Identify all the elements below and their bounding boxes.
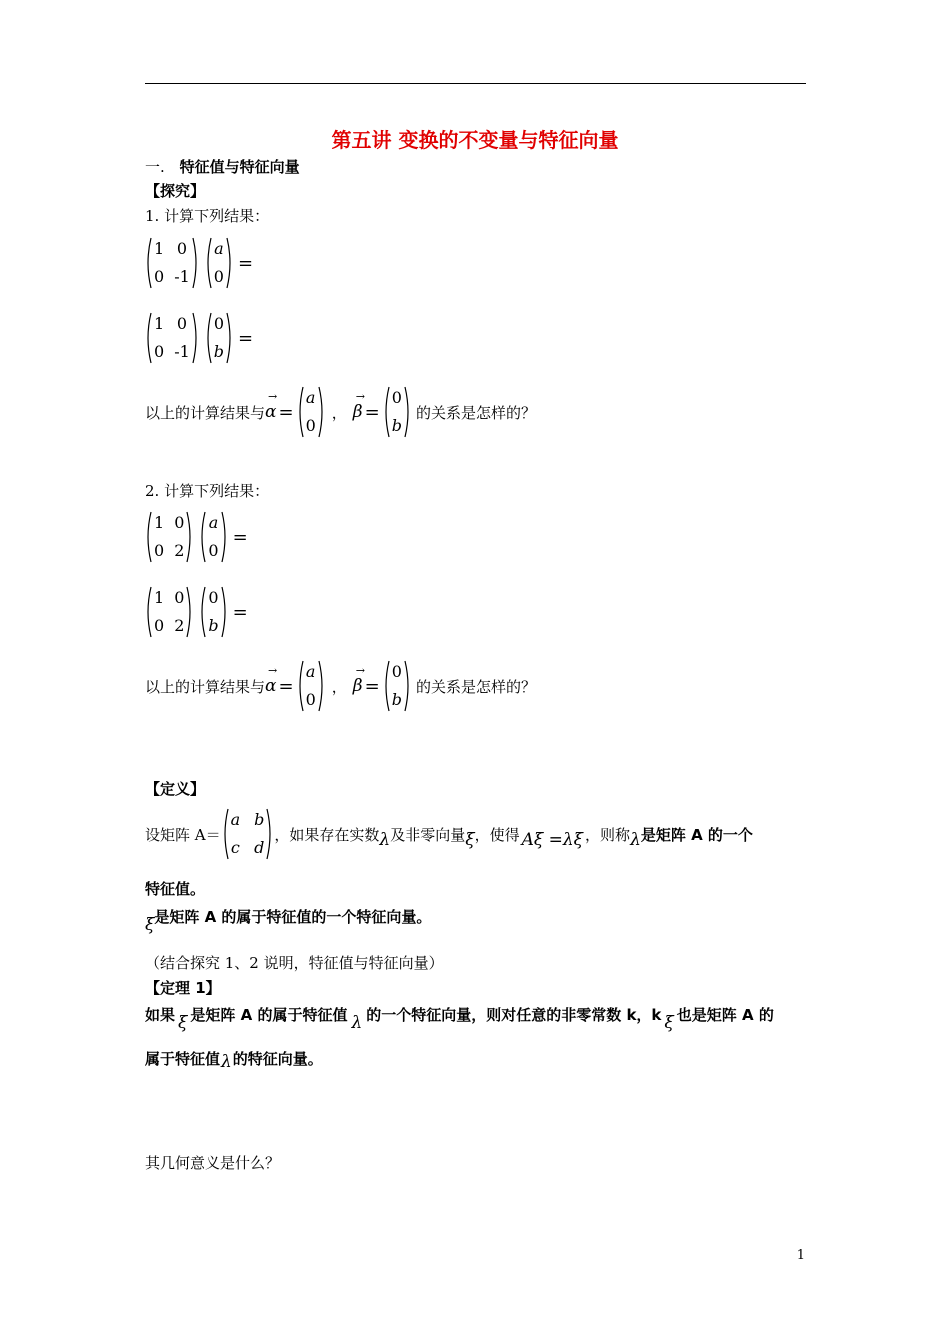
comma: ， <box>331 677 347 696</box>
question-2: 2. 计算下列结果： <box>145 482 270 500</box>
matrix-cell: 0 <box>154 541 165 560</box>
definition-text: ，使得 <box>474 825 520 844</box>
vector-cell: 0 <box>213 314 224 333</box>
matrix-cell: 0 <box>174 513 185 532</box>
equals-sign: = <box>238 327 254 349</box>
matrix-1b <box>144 312 253 364</box>
equals-sign: = <box>232 526 248 548</box>
alpha-vector: → α <box>265 390 278 422</box>
question-1: 1. 计算下列结果： <box>145 207 270 225</box>
theorem-text: 也是矩阵 A 的 <box>676 1006 774 1024</box>
section-number: 一. <box>145 158 165 176</box>
theorem-text: 是矩阵 A 的属于特征值 <box>190 1006 348 1024</box>
comma: ， <box>331 403 347 422</box>
matrix-cell: 1 <box>154 513 165 532</box>
relation-text: 以上的计算结果与 <box>145 677 266 696</box>
vector-cell: b <box>208 616 219 635</box>
matrix-cell: 0 <box>174 588 185 607</box>
matrix-2a <box>144 511 248 563</box>
matrix-2b <box>144 586 248 638</box>
definition-text: ，则称 <box>585 825 631 844</box>
matrix-cell: 0 <box>176 239 188 258</box>
matrix-cell: -1 <box>174 267 190 286</box>
beta-symbol: β <box>352 676 363 696</box>
matrix-1a <box>144 237 253 289</box>
definition-note: （结合探究 1、2 说明，特征值与特征向量） <box>145 954 444 972</box>
vector-cell: a <box>305 388 316 407</box>
xi-symbol: ξ <box>465 830 475 850</box>
matrix-cell: 0 <box>176 314 188 333</box>
vector-cell: 0 <box>213 267 224 286</box>
matrix-cell: b <box>254 810 265 829</box>
beta-vector: → β <box>352 390 366 422</box>
definition-text-bold: 特征值。 <box>145 880 206 898</box>
matrix-cell: 1 <box>154 588 165 607</box>
lambda-symbol: λ <box>221 1051 232 1072</box>
relation-line-1 <box>145 386 536 438</box>
explore-tag: 【探究】 <box>145 182 206 200</box>
definition-text-bold: 是矩阵 A 的属于特征值的一个特征向量。 <box>154 908 432 926</box>
equals-sign: = <box>237 252 254 274</box>
theorem-text: 的特征向量。 <box>232 1050 323 1068</box>
theorem-tag: 【定理 1】 <box>145 979 221 997</box>
eigenvector-def <box>145 906 432 935</box>
vector-cell: 0 <box>391 662 402 681</box>
definition-tag: 【定义】 <box>145 780 206 798</box>
matrix-cell: -1 <box>174 342 190 361</box>
matrix-cell: a <box>230 810 241 829</box>
matrix-cell: 1 <box>154 239 165 258</box>
theorem-text: 属于特征值 <box>145 1050 221 1068</box>
theorem-line-2 <box>145 1048 323 1072</box>
matrix-cell: d <box>254 838 265 857</box>
eigen-formula: Aξ =λξ <box>521 830 584 850</box>
matrix-cell: 1 <box>154 314 165 333</box>
equals-sign: = <box>278 401 294 423</box>
matrix-cell: c <box>230 838 240 857</box>
relation-text: 的关系是怎样的？ <box>415 403 536 422</box>
matrix-cell: 2 <box>174 541 185 560</box>
matrix-cell: 2 <box>174 616 185 635</box>
theorem-text: 的一个特征向量，则对任意的非零常数 k，k <box>366 1006 662 1024</box>
xi-symbol: ξ <box>145 914 155 935</box>
vector-cell: b <box>391 690 402 709</box>
xi-symbol: ξ <box>178 1012 188 1033</box>
vector-cell: b <box>213 342 225 361</box>
definition-text: 设矩阵 A＝ <box>145 825 221 844</box>
alpha-symbol: α <box>265 402 277 422</box>
equals-sign: = <box>364 675 380 697</box>
equals-sign: = <box>278 675 294 697</box>
relation-text: 的关系是怎样的？ <box>415 677 536 696</box>
page-number: 1 <box>796 1248 805 1263</box>
lambda-symbol: λ <box>379 830 391 850</box>
equals-sign: = <box>364 401 380 423</box>
alpha-symbol: α <box>265 676 277 696</box>
lambda-symbol: λ <box>630 830 641 850</box>
xi-symbol: ξ <box>664 1012 674 1033</box>
alpha-vector: → α <box>265 664 278 696</box>
definition-line <box>145 808 753 860</box>
geometric-question: 其几何意义是什么？ <box>145 1154 281 1172</box>
definition-text: 及非零向量 <box>390 825 466 844</box>
relation-text: 以上的计算结果与 <box>145 403 266 422</box>
header-rule <box>145 83 806 84</box>
equals-sign: = <box>232 601 248 623</box>
vector-cell: a <box>305 662 316 681</box>
vector-cell: 0 <box>305 416 316 435</box>
beta-vector: → β <box>352 664 366 696</box>
definition-text: ，如果存在实数 <box>274 825 380 844</box>
relation-line-2 <box>145 660 536 712</box>
matrix-cell: 0 <box>154 616 165 635</box>
section-title: 特征值与特征向量 <box>179 158 300 176</box>
lambda-symbol: λ <box>351 1012 363 1033</box>
section-heading <box>145 156 300 177</box>
page-title: 第五讲 变换的不变量与特征向量 <box>331 128 619 152</box>
vector-cell: 0 <box>305 690 316 709</box>
matrix-cell: 0 <box>154 342 165 361</box>
definition-text-bold: 是矩阵 A 的一个 <box>640 825 753 844</box>
matrix-cell: 0 <box>154 267 165 286</box>
vector-cell: 0 <box>208 541 219 560</box>
theorem-line-1 <box>145 1004 774 1033</box>
beta-symbol: β <box>352 402 363 422</box>
vector-cell: 0 <box>208 588 219 607</box>
theorem-text: 如果 <box>145 1006 176 1024</box>
vector-cell: b <box>391 416 402 435</box>
vector-cell: 0 <box>391 388 402 407</box>
vector-cell: a <box>214 239 224 258</box>
vector-cell: a <box>208 513 219 532</box>
